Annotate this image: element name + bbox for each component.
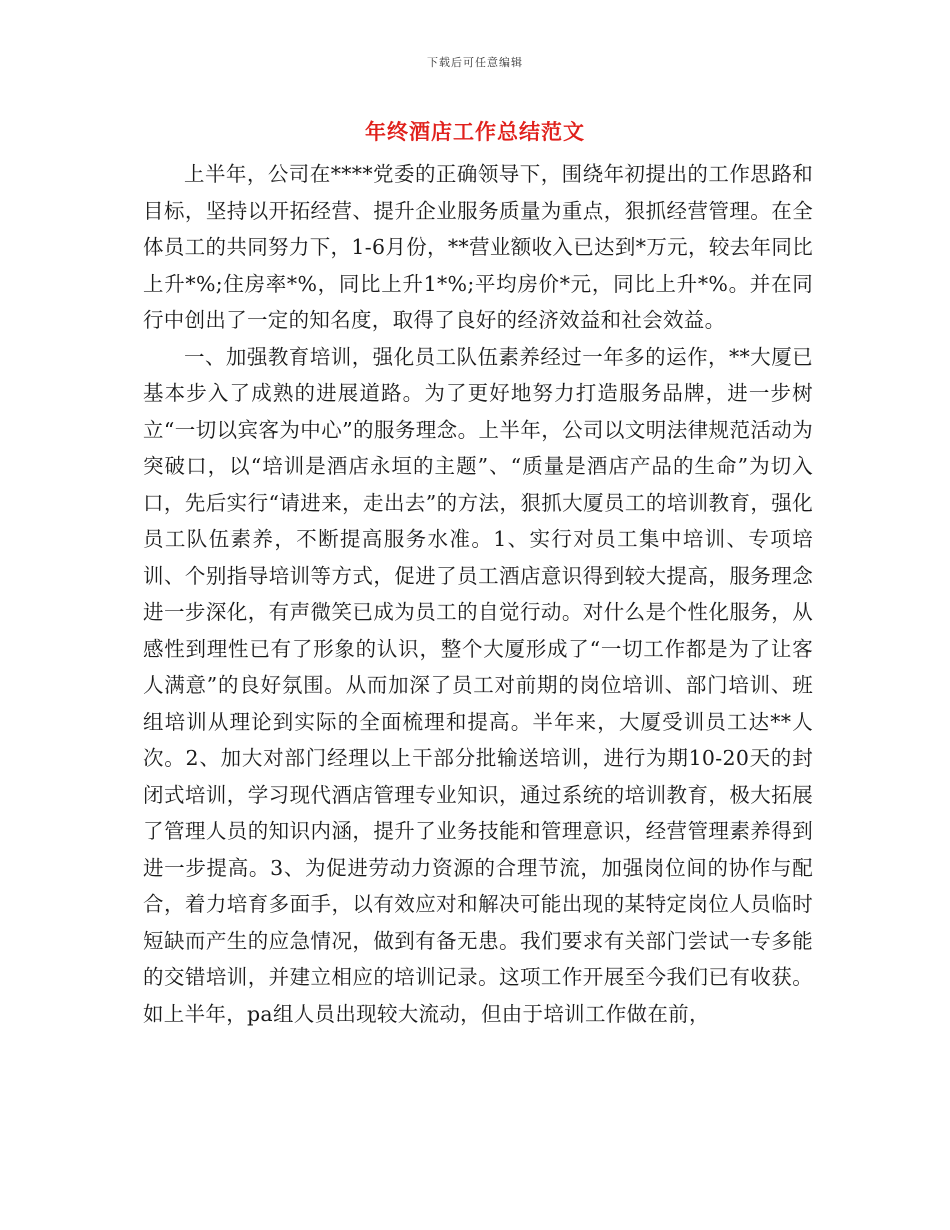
paragraph-intro: 上半年，公司在****党委的正确领导下，围绕年初提出的工作思路和目标，坚持以开拓经营、提升企业服务质量为重点，狠抓经营管理。在全体员工的共同努力下，1-6月份，**营业额收入已达到*万元，较去年同比上升*%;住房率*%，同比上升1*%;平均房价*元，同比上升*%。并在同行中创出了一定的知名度，取得了良好的经济效益和社会效益。 <box>143 162 813 332</box>
document-body <box>143 156 813 1032</box>
header-note: 下载后可任意编辑 <box>427 56 523 69</box>
document-title: 年终酒店工作总结范文 <box>365 119 585 144</box>
paragraph-training: 一、加强教育培训，强化员工队伍素养经过一年多的运作，**大厦已基本步入了成熟的进展道路。为了更好地努力打造服务品牌，进一步树立“一切以宾客为中心”的服务理念。上半年，公司以文明法律规范活动为突破口，以“培训是酒店永垣的主题”、“质量是酒店产品的生命”为切入口，先后实行“请进来，走出去”的方法，狠抓大厦员工的培训教育，强化员工队伍素养，不断提高服务水准。1、实行对员工集中培训、专项培训、个别指导培训等方式，促进了员工酒店意识得到较大提高，服务理念进一步深化，有声微笑已成为员工的自觉行动。对什么是个性化服务，从感性到理性已有了形象的认识，整个大厦形成了“一切工作都是为了让客人满意”的良好氛围。从而加深了员工对前期的岗位培训、部门培训、班组培训从理论到实际的全面梳理和提高。半年来，大厦受训员工达**人次。2、加大对部门经理以上干部分批输送培训，进行为期10-20天的封闭式培训，学习现代酒店管理专业知识，通过系统的培训教育，极大拓展了管理人员的知识内涵，提升了业务技能和管理意识，经营管理素养得到进一步提高。3、为促进劳动力资源的合理节流，加强岗位间的协作与配合，着力培育多面手，以有效应对和解决可能出现的某特定岗位人员临时短缺而产生的应急情况，做到有备无患。我们要求有关部门尝试一专多能的交错培训，并建立相应的培训记录。这项工作开展至今我们已有收获。如上半年，pa组人员出现较大流动，但由于培训工作做在前， <box>143 344 813 1026</box>
